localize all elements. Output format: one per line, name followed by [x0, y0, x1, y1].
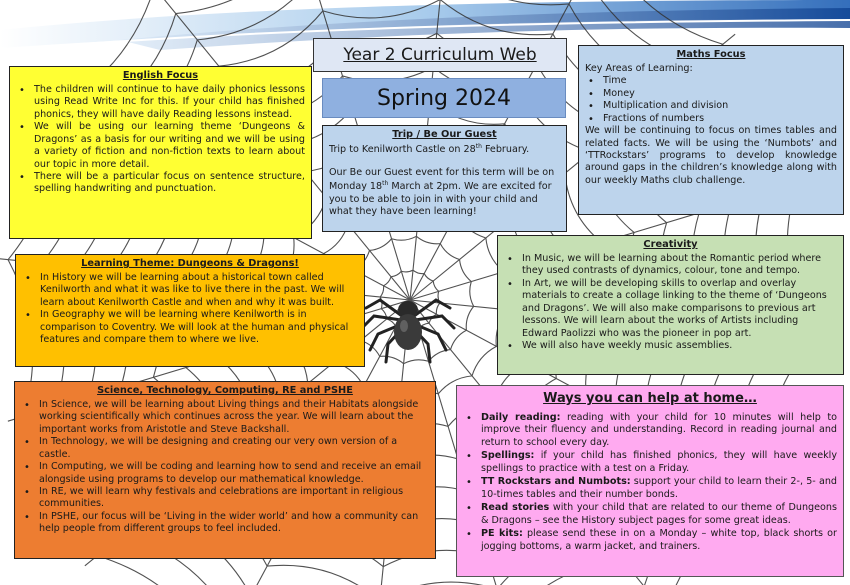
list-item: [463, 412, 837, 449]
english-focus-list: [16, 84, 305, 196]
help-at-home-panel: [456, 385, 844, 577]
list-item: [463, 450, 837, 475]
list-item: • In Art, we will be developing skills to overlap and overlay materials to create a collage linking to the theme of ‘Dungeons and Dragons’. We will also make comparisons to previous art lessons. We will learn about the works of Artists including Edward Paolizzi who was the pioneer in pop art.: [504, 278, 837, 340]
learning-theme-title: Learning Theme: Dungeons & Dragons!: [81, 258, 299, 269]
science-technology-panel: [14, 381, 436, 559]
creativity-title: Creativity: [643, 239, 698, 250]
trip-line-2-text: Our Be our Guest event for this term will be on Monday 18: [329, 167, 555, 193]
help-item-label: TT Rockstars and Numbots:: [481, 476, 631, 488]
trip-panel: [322, 125, 567, 232]
trip-line-1-sup: th: [475, 142, 482, 150]
list-item: • Multiplication and division: [585, 100, 837, 112]
list-item: • We will be using our learning theme ‘Dungeons & Dragons’ as a basis for our writing and we will be using a variety of fiction and non-fiction texts to learn about our topic in more detail.: [16, 121, 305, 171]
trip-line-1: [329, 143, 560, 157]
trip-line-1-end: February.: [481, 143, 530, 155]
term-title: Spring 2024: [377, 85, 511, 111]
list-item: • In PSHE, our focus will be ‘Living in the wider world’ and how a community can help people from different groups to feel included.: [21, 511, 429, 536]
learning-theme-panel: [15, 254, 365, 367]
maths-outro: We will be continuing to focus on times tables and related facts. We will be using the ‘Numbots’ and ‘TTRockstars’ programs to develop knowledge around gaps in the children’s knowledge along with our weekly Maths club challenge.: [585, 125, 837, 186]
trip-line-2-sup: th: [382, 179, 389, 187]
page-title-box: [313, 38, 567, 72]
creativity-list: [504, 253, 837, 353]
help-item-text: support your child to learn their 2-, 5- and 10-times tables and their number bonds.: [481, 476, 837, 500]
list-item: [463, 476, 837, 501]
list-item: • There will be a particular focus on sentence structure, spelling handwriting and punctuation.: [16, 171, 305, 196]
help-item-text: please send these in on a Monday – white top, black shorts or jogging bottoms, a warm jacket, and trainers.: [481, 528, 837, 552]
maths-intro: Key Areas of Learning:: [585, 62, 693, 74]
help-at-home-list: [463, 412, 837, 553]
list-item: • Fractions of numbers: [585, 113, 837, 125]
help-item-label: Daily reading:: [481, 411, 561, 423]
list-item: • In Computing, we will be coding and learning how to send and receive an email alongside using programs to develop our mathematical knowledge.: [21, 461, 429, 486]
list-item: • The children will continue to have daily phonics lessons using Read Write Inc for this. If your child has finished phonics, they will have daily Reading lessons instead.: [16, 84, 305, 121]
list-item: • In Music, we will be learning about the Romantic period where they used contrasts of dynamics, colour, tone and tempo.: [504, 253, 837, 278]
list-item: [463, 502, 837, 527]
help-item-text: reading with your child for 10 minutes will help to improve their fluency and understanding. Record in reading journal and return to school every day.: [481, 411, 837, 448]
science-technology-list: [21, 399, 429, 536]
term-banner: [322, 78, 566, 118]
list-item: • Time: [585, 75, 837, 87]
maths-areas-list: [585, 75, 837, 125]
english-focus-panel: [9, 66, 312, 239]
creativity-panel: [497, 235, 844, 375]
list-item: • We will also have weekly music assemblies.: [504, 340, 837, 352]
help-item-label: Spellings:: [481, 450, 535, 462]
trip-line-1-text: Trip to Kenilworth Castle on 28: [329, 143, 476, 155]
help-at-home-title: Ways you can help at home…: [543, 391, 757, 406]
help-item-text: if your child has finished phonics, they will have weekly spellings to practice with a test on a Friday.: [481, 450, 837, 474]
list-item: • In History we will be learning about a historical town called Kenilworth and what it was like to live there in the past. We will learn about Kenilworth Castle and when and why it was built.: [22, 272, 358, 309]
trip-line-2-end: March at 2pm. We are excited for you to be able to join in with your child and what they have been learning!: [329, 181, 552, 217]
maths-focus-panel: [578, 45, 844, 215]
trip-title: Trip / Be Our Guest: [392, 129, 497, 140]
help-item-text: with your child that are related to our theme of Dungeons & Dragons – see the History subject pages for some great ideas.: [481, 502, 838, 526]
list-item: • In Science, we will be learning about Living things and their Habitats alongside working scientifically which continues across the year. We will learn about the important works from Aristotle and Steve Backshall.: [21, 399, 429, 436]
help-item-label: PE kits:: [481, 528, 523, 540]
english-focus-title: English Focus: [122, 70, 199, 81]
maths-focus-title: Maths Focus: [676, 49, 746, 60]
help-item-label: Read stories: [481, 502, 550, 514]
list-item: [463, 528, 837, 553]
list-item: • Money: [585, 88, 837, 100]
page-title: Year 2 Curriculum Web: [343, 45, 537, 65]
trip-line-2: [329, 167, 560, 218]
science-technology-title: Science, Technology, Computing, RE and PSHE: [97, 385, 353, 396]
list-item: • In RE, we will learn why festivals and celebrations are important in religious communities.: [21, 486, 429, 511]
list-item: • In Geography we will be learning where Kenilworth is in comparison to Coventry. We will look at the human and physical features and compare them to where we live.: [22, 309, 358, 346]
list-item: • In Technology, we will be designing and creating our very own version of a castle.: [21, 436, 429, 461]
learning-theme-list: [22, 272, 358, 347]
